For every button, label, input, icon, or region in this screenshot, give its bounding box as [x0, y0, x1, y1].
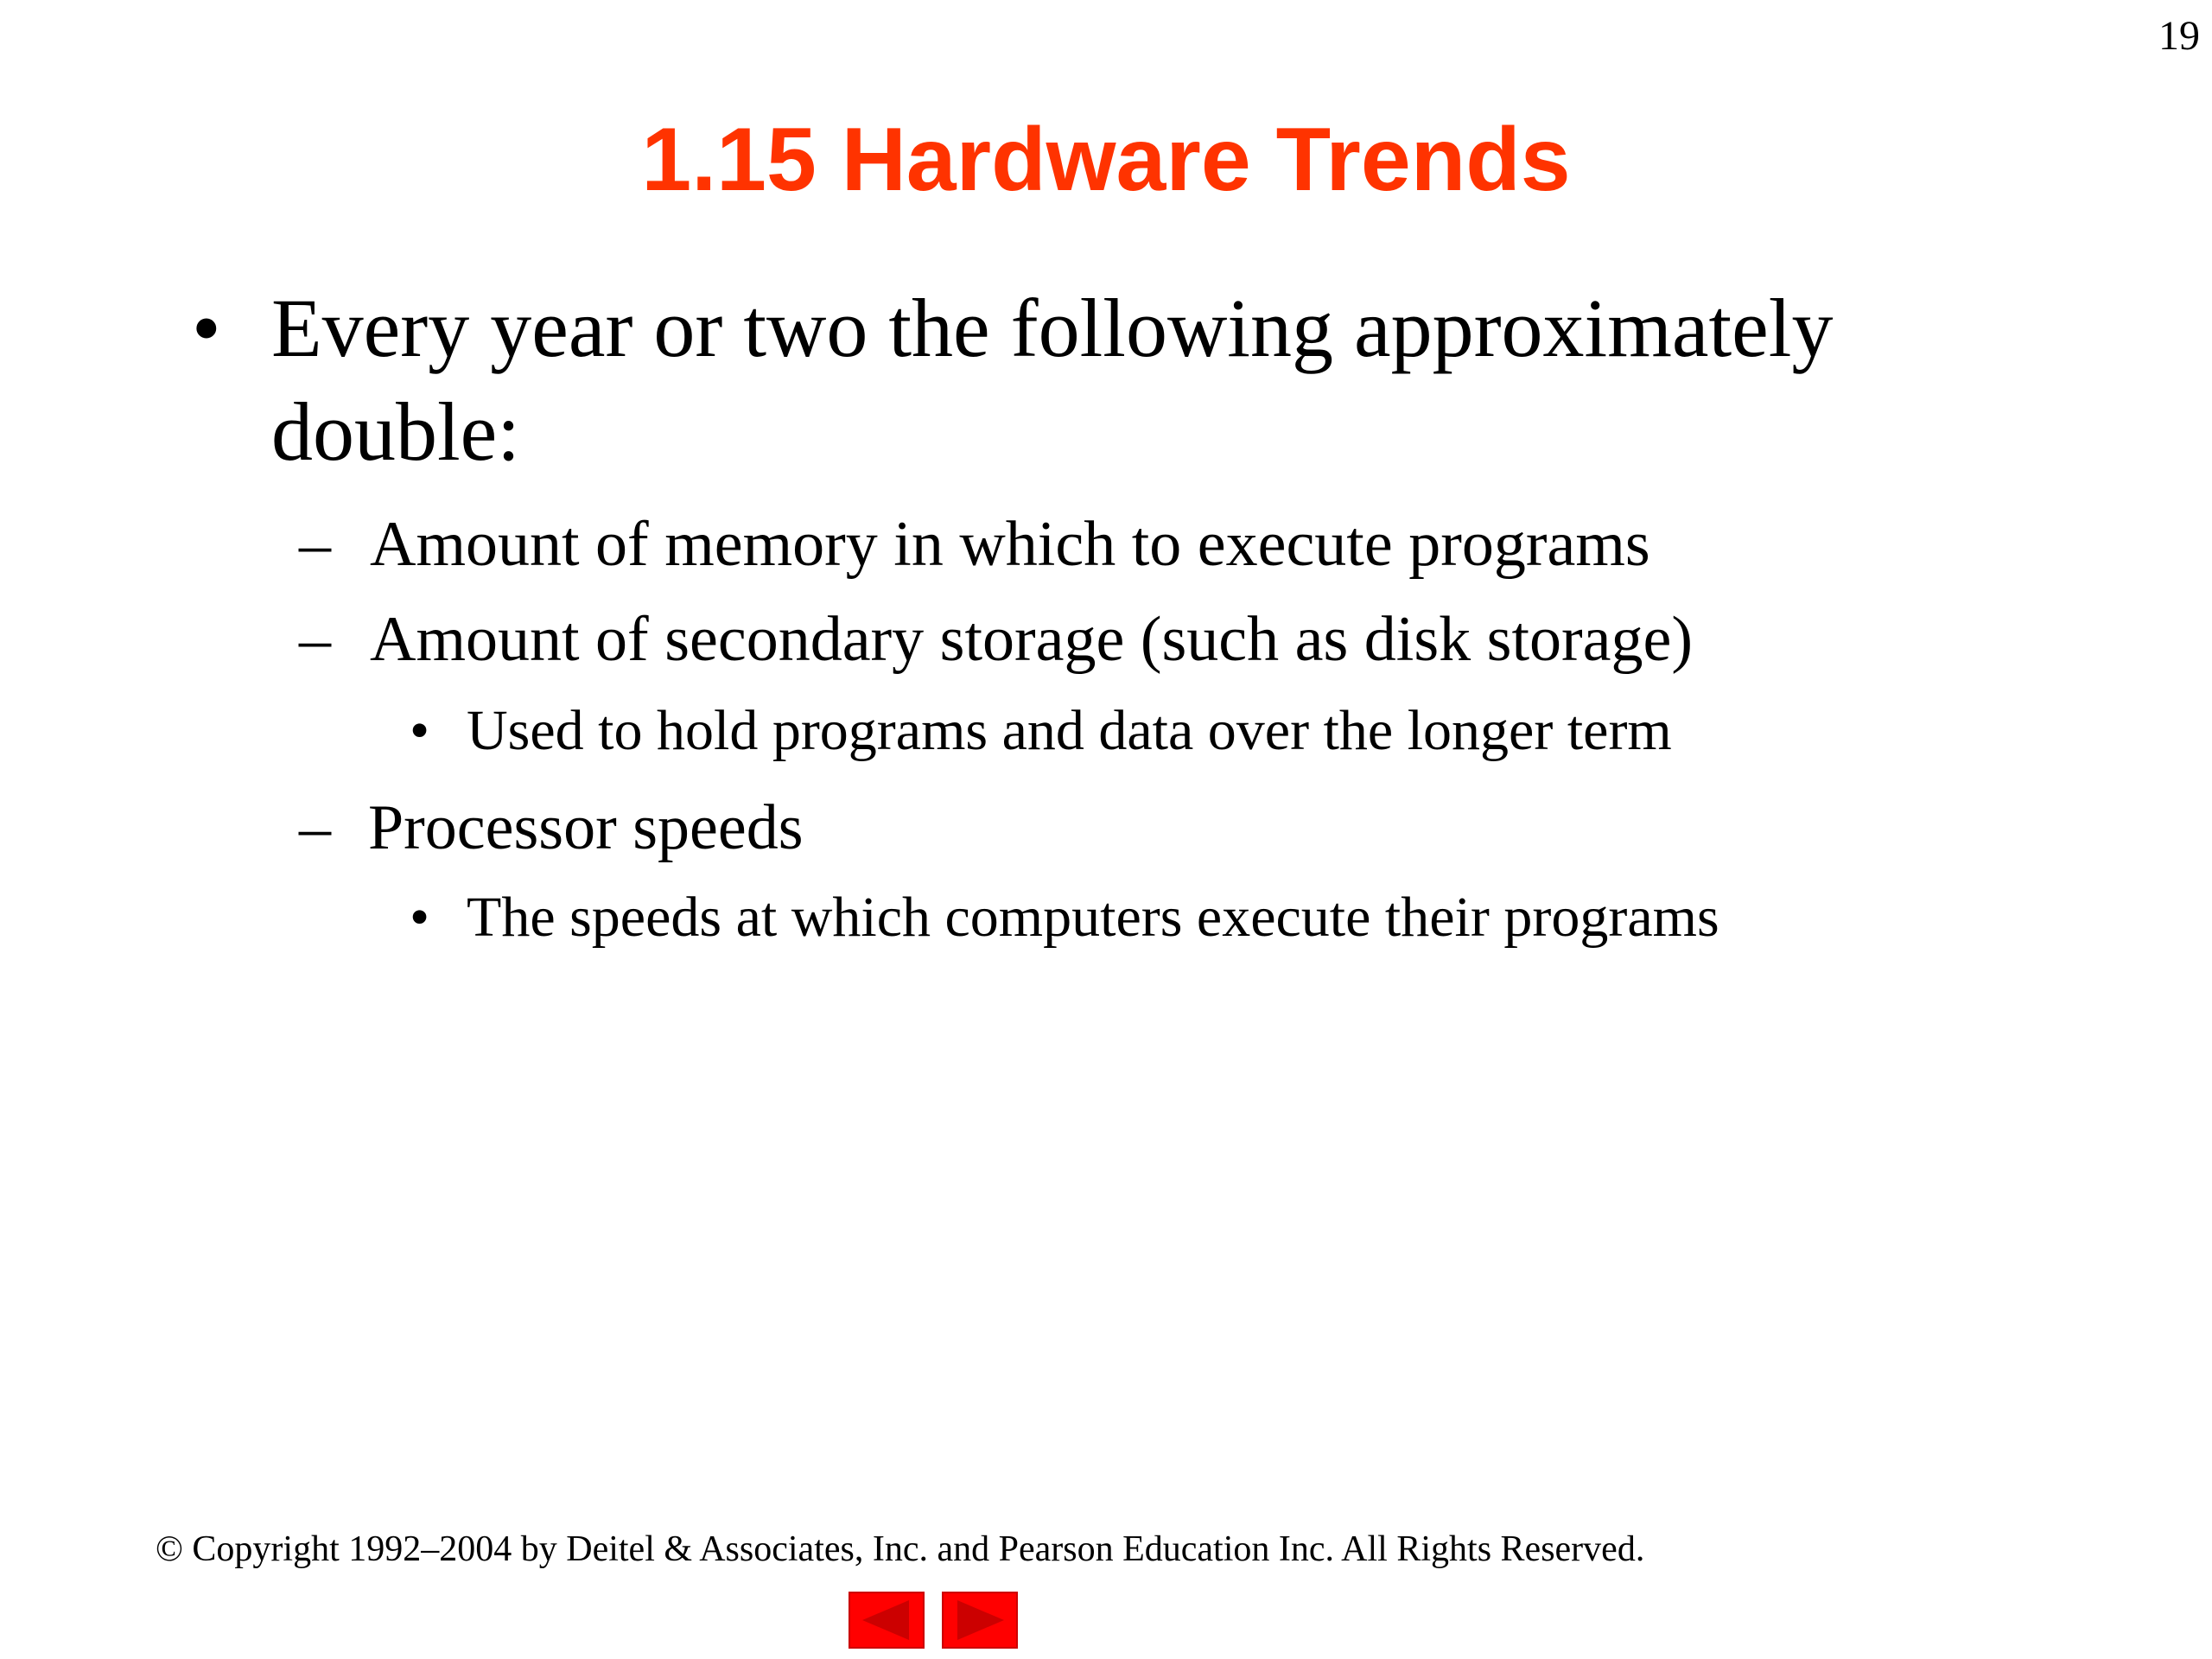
sub-bullet-text: Amount of secondary storage (such as disk storage) — [370, 604, 1693, 675]
bullet-main-text-line2: double: — [271, 385, 520, 478]
copyright-footer: © Copyright 1992–2004 by Deitel & Associates, Inc. and Pearson Education Inc. All Rights Reserved. — [156, 1529, 1645, 1569]
next-slide-button[interactable] — [942, 1592, 1018, 1649]
previous-slide-button[interactable] — [849, 1592, 925, 1649]
bullet-marker: • — [410, 886, 430, 949]
sub-bullet-text: Amount of memory in which to execute programs — [370, 509, 1650, 580]
sub-sub-bullet-text: Used to hold programs and data over the longer term — [467, 699, 1672, 762]
sub-sub-bullet-text: The speeds at which computers execute their programs — [467, 886, 1719, 949]
dash-marker: – — [299, 604, 331, 675]
sub-bullet-text: Processor speeds — [368, 792, 804, 863]
triangle-left-icon — [849, 1592, 925, 1649]
bullet-main-text-line1: Every year or two the following approximately — [271, 282, 1834, 374]
slide-title: 1.15 Hardware Trends — [641, 110, 1571, 210]
bullet-main-continuation — [271, 380, 520, 484]
slide-navigation — [849, 1592, 1018, 1649]
triangle-right-icon — [942, 1592, 1018, 1649]
dash-marker: – — [299, 792, 331, 863]
bullet-marker: • — [192, 282, 221, 374]
dash-marker: – — [299, 509, 331, 580]
bullet-marker: • — [410, 699, 430, 762]
slide-number: 19 — [2158, 13, 2200, 59]
